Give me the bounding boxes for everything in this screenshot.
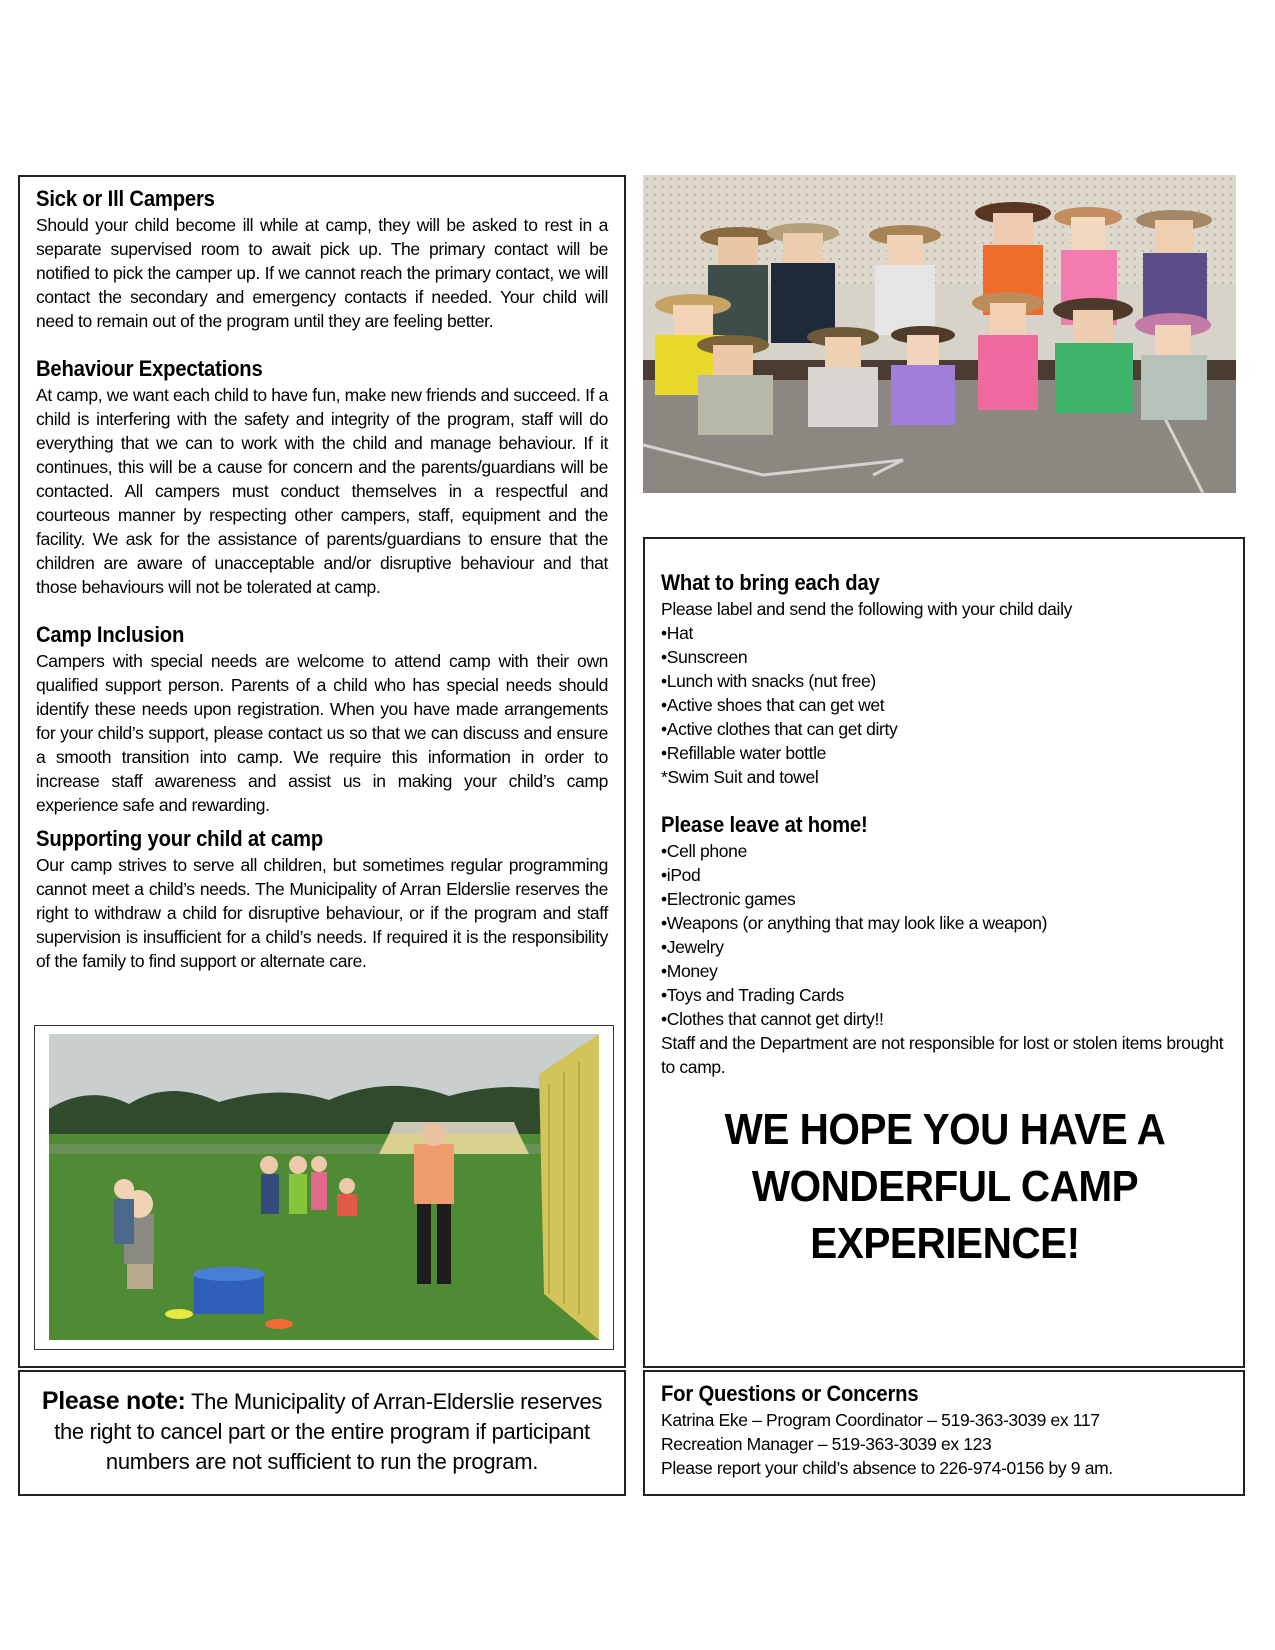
list-item: •Sunscreen bbox=[661, 647, 748, 667]
inclusion-heading: Camp Inclusion bbox=[36, 622, 185, 647]
list-item: •Refillable water bottle bbox=[661, 743, 827, 763]
list-item: •Cell phone bbox=[661, 841, 747, 861]
supporting-text: Our camp strives to serve all children, but sometimes regular programming cannot meet a child’s needs. The Municipality of Arran Elderslie reserves the right to withdraw a child for disruptive behaviour, or if the program and staff supervision is insufficient for a child’s needs. If required it is the responsibility of the family to find support or alternate care. bbox=[36, 855, 608, 971]
sick-campers-heading: Sick or Ill Campers bbox=[36, 186, 215, 211]
list-item: *Swim Suit and towel bbox=[661, 767, 819, 787]
bring-list bbox=[661, 621, 1229, 789]
list-item: •Clothes that cannot get dirty!! bbox=[661, 1009, 884, 1029]
questions-panel bbox=[643, 1370, 1245, 1496]
list-item: •Active shoes that can get wet bbox=[661, 695, 885, 715]
list-item: •iPod bbox=[661, 865, 701, 885]
behaviour-heading: Behaviour Expectations bbox=[36, 356, 263, 381]
inclusion-text: Campers with special needs are welcome to attend camp with their own qualified support person. Parents of a child who has special needs should identify these needs upon registration. When you have made arrangements for your child’s support, please contact us so that we can discuss and ensure a smooth transition into camp. We require this information in order to increase staff awareness and assist us in making your child’s camp experience safe and rewarding. bbox=[36, 651, 608, 815]
supporting-heading: Supporting your child at camp bbox=[36, 826, 324, 851]
sick-campers-text: Should your child become ill while at camp, they will be asked to rest in a separate supervised room to await pick up. The primary contact will be notified to pick the camper up. If we cannot reach the primary contact, we will contact the secondary and emergency contacts if needed. Your child will need to remain out of the program until they are feeling better. bbox=[36, 215, 608, 331]
behaviour-text: At camp, we want each child to have fun, make new friends and succeed. If a child is interfering with the safety and integrity of the program, staff will do everything that we can to work with the child and manage behaviour. If it continues, this will be a cause for concern and the parents/guardians will be contacted. All campers must conduct themselves in a respectful and courteous manner by respecting other campers, staff, equipment and the facility. We ask for the assistance of parents/guardians to ensure that the children are aware of unacceptable and/or disruptive behaviour and that those behaviours will not be tolerated at camp. bbox=[36, 385, 608, 597]
contact-line: Katrina Eke – Program Coordinator – 519-363-3039 ex 117 bbox=[661, 1410, 1100, 1430]
hope-line: WE HOPE YOU HAVE A bbox=[724, 1105, 1166, 1154]
list-item: •Jewelry bbox=[661, 937, 724, 957]
hope-line: EXPERIENCE! bbox=[810, 1219, 1080, 1268]
note-label: Please note: bbox=[41, 1387, 186, 1415]
field-activity-photo bbox=[49, 1034, 599, 1340]
note-text: The Municipality of Arran-Elderslie reserves the right to cancel part or the entire program if participant numbers are not sufficient to run the program. bbox=[54, 1389, 603, 1474]
list-item: •Money bbox=[661, 961, 718, 981]
contact-line: Recreation Manager – 519-363-3039 ex 123 bbox=[661, 1434, 992, 1454]
bring-heading: What to bring each day bbox=[661, 570, 880, 595]
camp-policies-panel bbox=[18, 175, 626, 1368]
contact-line: Please report your child’s absence to 226-974-0156 by 9 am. bbox=[661, 1458, 1113, 1478]
questions-heading: For Questions or Concerns bbox=[661, 1381, 919, 1406]
list-item: •Lunch with snacks (nut free) bbox=[661, 671, 876, 691]
wonderful-camp-message bbox=[684, 1101, 1207, 1272]
list-item: •Electronic games bbox=[661, 889, 796, 909]
field-photo-frame bbox=[34, 1025, 614, 1350]
hope-line: WONDERFUL CAMP bbox=[751, 1162, 1139, 1211]
disclaimer-text: Staff and the Department are not responsible for lost or stolen items brought to camp. bbox=[661, 1033, 1224, 1077]
list-item: •Active clothes that can get dirty bbox=[661, 719, 898, 739]
please-note-panel bbox=[18, 1370, 626, 1496]
what-to-bring-panel bbox=[643, 537, 1245, 1368]
bring-intro: Please label and send the following with your child daily bbox=[661, 599, 1073, 619]
list-item: •Hat bbox=[661, 623, 693, 643]
leave-list bbox=[661, 839, 1229, 1031]
leave-heading: Please leave at home! bbox=[661, 812, 868, 837]
list-item: •Toys and Trading Cards bbox=[661, 985, 844, 1005]
group-photo-kids-in-hats bbox=[643, 175, 1236, 493]
list-item: •Weapons (or anything that may look like a weapon) bbox=[661, 913, 1048, 933]
